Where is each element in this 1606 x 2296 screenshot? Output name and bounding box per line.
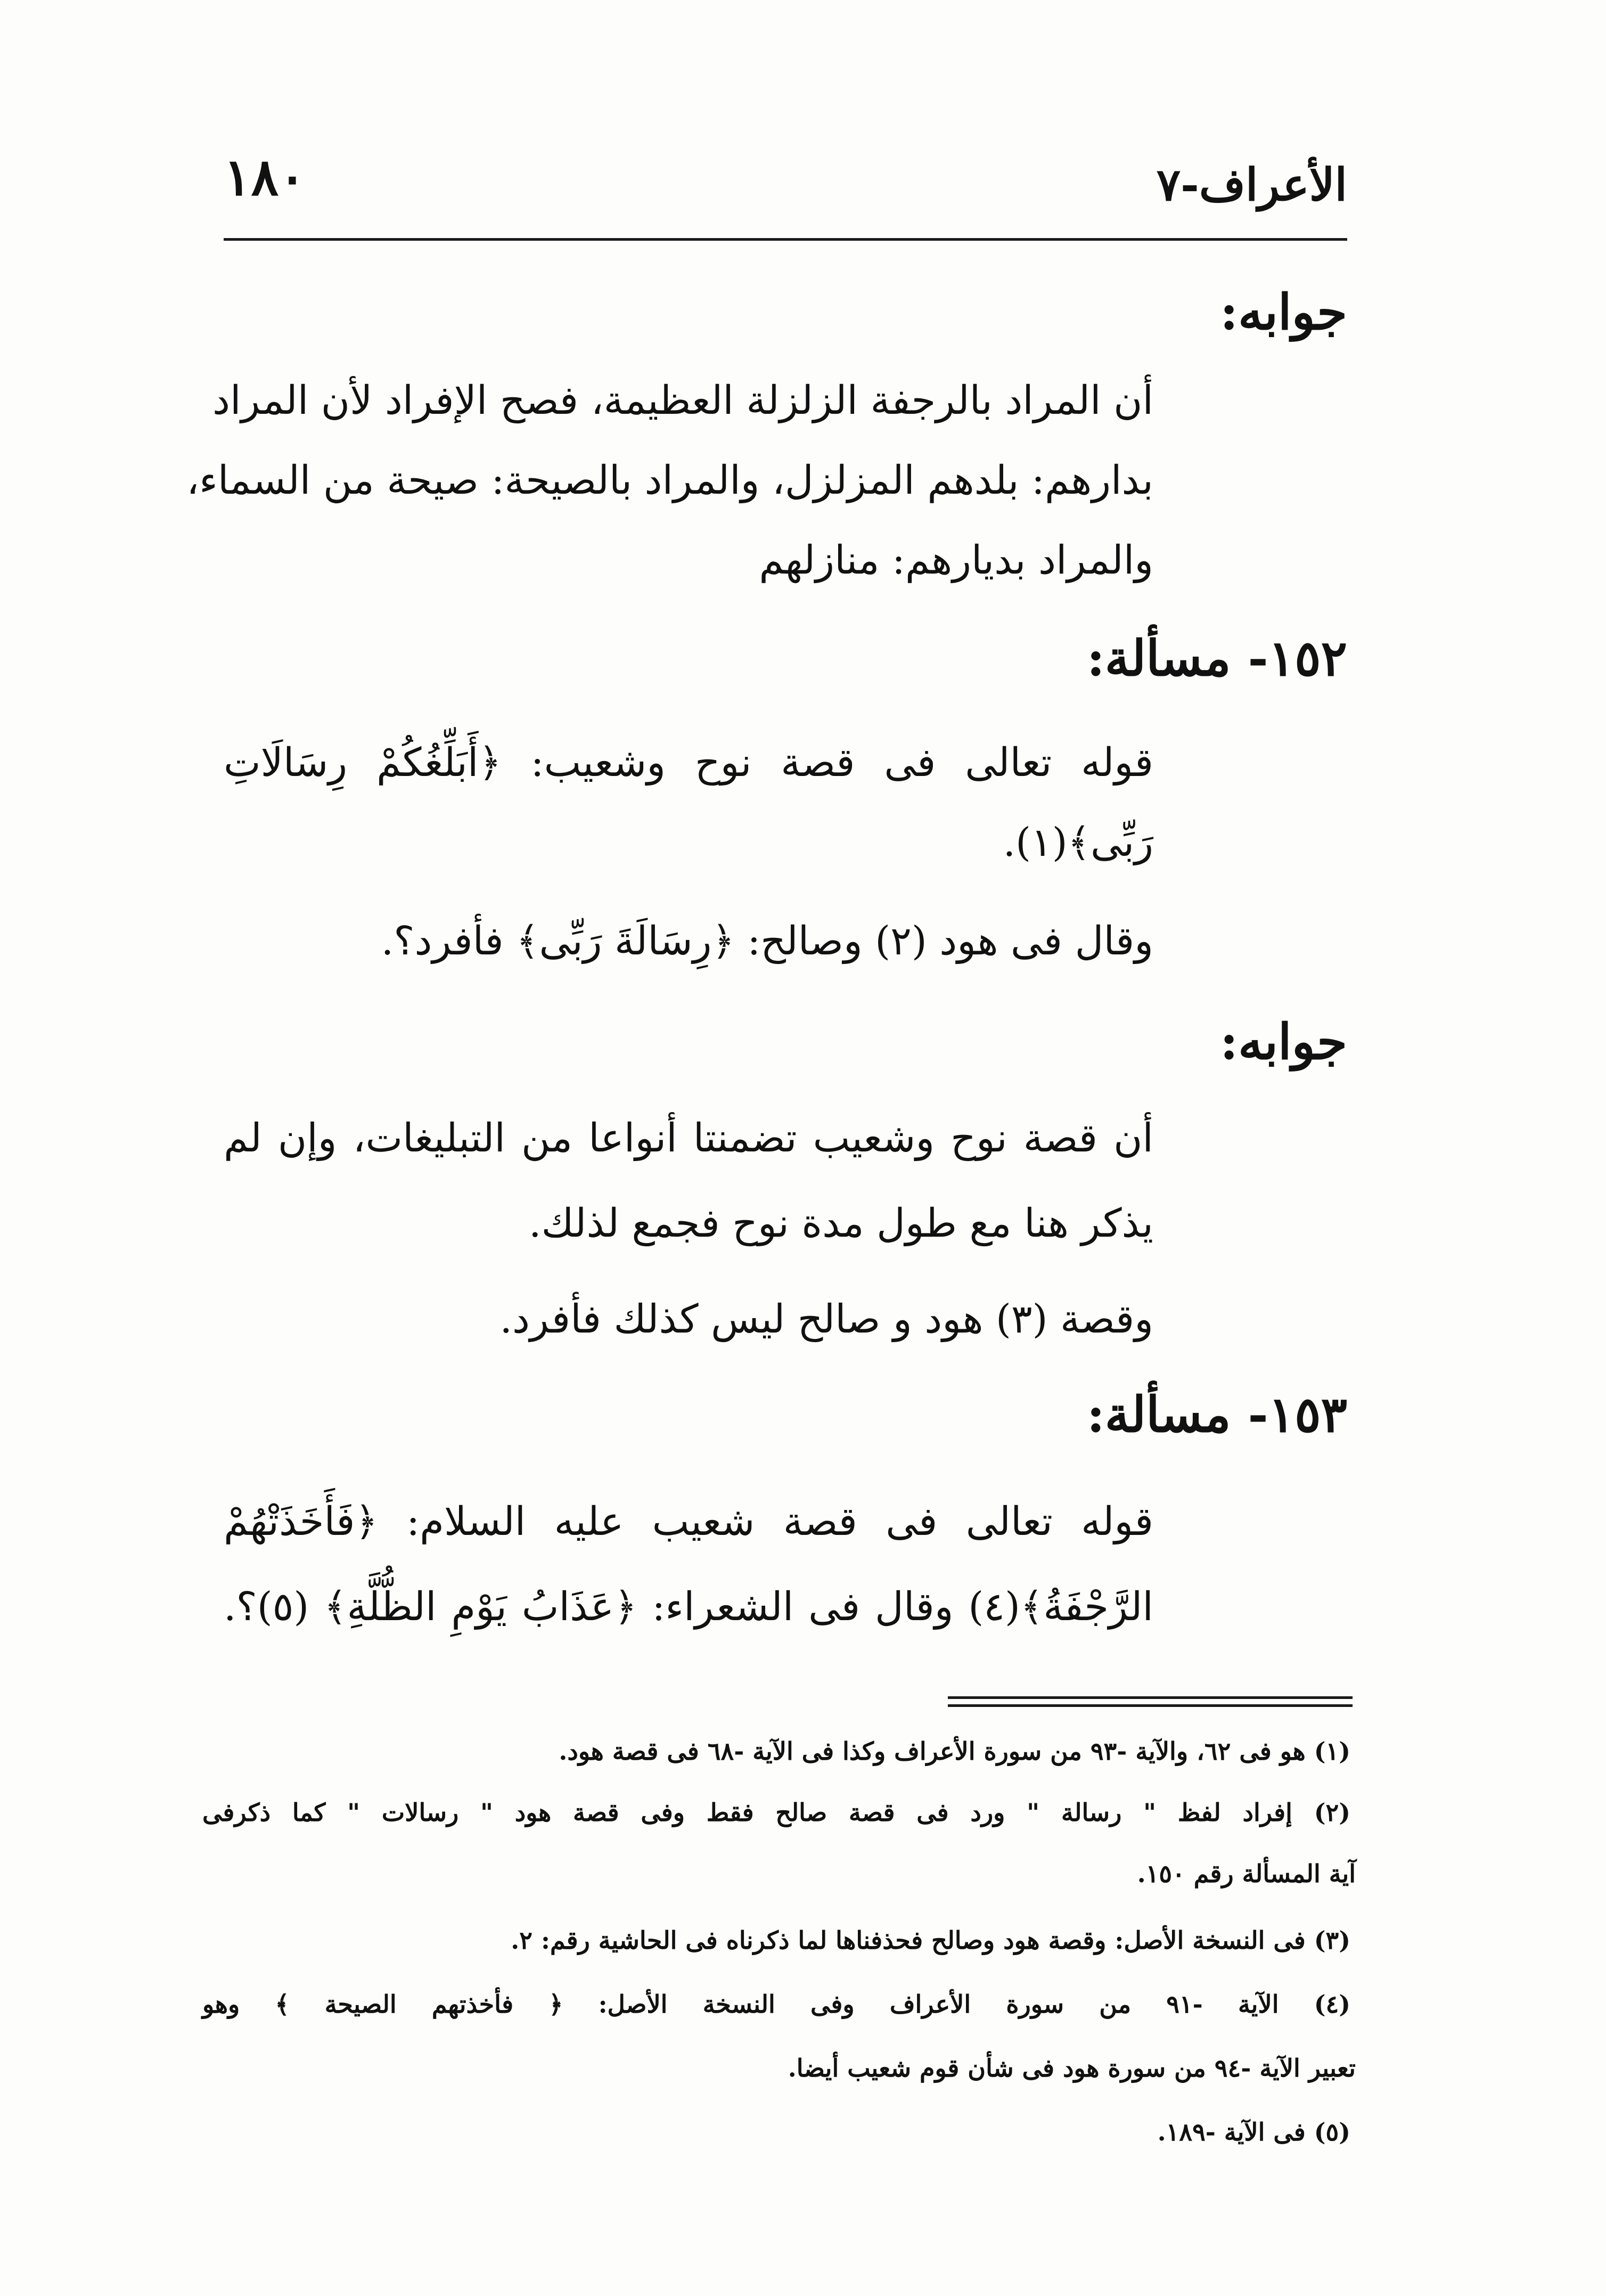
question-text-line: قوله تعالى فى قصة شعيب عليه السلام: ﴿فَأَخَذَتْهُمْ xyxy=(224,1499,1153,1545)
answer-text-line: يذكر هنا مع طول مدة نوح فجمع لذلك. xyxy=(529,1200,1153,1246)
page-number: ١٨٠ xyxy=(224,147,306,207)
footnote: (٣) فى النسخة الأصل: وقصة هود وصالح فحذفناها لما ذكرناه فى الحاشية رقم: ٢. xyxy=(511,1926,1350,1955)
answer-text-line: والمراد بديارهم: منازلهم xyxy=(759,537,1153,583)
question-text-line: رَبِّى﴾(١). xyxy=(1003,820,1153,865)
footnote-continuation: تعبير الآية -٩٤ من سورة هود فى شأن قوم شعيب أيضا. xyxy=(788,2054,1356,2082)
answer-text-line: وقصة (٣) هود و صالح ليس كذلك فأفرد. xyxy=(499,1296,1153,1342)
page-header xyxy=(224,146,1347,226)
running-head: الأعراف-٧ xyxy=(1156,158,1347,211)
footnote: (٤) الآية -٩١ من سورة الأعراف وفى النسخة الأصل: ﴿ فأخذتهم الصيحة ﴾ وهو xyxy=(202,1990,1350,2019)
answer-text-line: بدارهم: بلدهم المزلزل، والمراد بالصيحة: صيحة من السماء، xyxy=(186,457,1153,503)
answer-text-line: أن المراد بالرجفة الزلزلة العظيمة، فصح الإفراد لأن المراد xyxy=(212,378,1153,423)
answer-text-line: أن قصة نوح وشعيب تضمنتا أنواعا من التبليغات، وإن لم xyxy=(224,1115,1153,1161)
answer-heading: جوابه: xyxy=(1220,1013,1347,1071)
question-heading: ١٥٣- مسألة: xyxy=(1086,1386,1347,1443)
footnote: (٢) إفراد لفظ " رسالة " ورد فى قصة صالح فقط وفى قصة هود " رسالات " كما ذكرفى xyxy=(202,1798,1350,1827)
footnote-rule xyxy=(948,1704,1353,1707)
question-text-line: وقال فى هود (٢) وصالح: ﴿رِسَالَةَ رَبِّى﴾ فأفرد؟. xyxy=(381,918,1153,964)
footnote-continuation: آية المسألة رقم ١٥٠. xyxy=(1137,1859,1356,1888)
footnote: (١) هو فى ٦٢، والآية -٩٣ من سورة الأعراف وكذا فى الآية -٦٨ فى قصة هود. xyxy=(559,1737,1350,1766)
question-heading: ١٥٢- مسألة: xyxy=(1086,630,1347,687)
footnote: (٥) فى الآية -١٨٩. xyxy=(1157,2118,1350,2146)
footnote-rule xyxy=(948,1696,1353,1699)
question-text-line: الرَّجْفَةُ﴾(٤) وقال فى الشعراء: ﴿عَذَابُ يَوْمِ الظُّلَّةِ﴾ (٥)؟. xyxy=(224,1584,1153,1630)
answer-heading: جوابه: xyxy=(1220,283,1347,341)
header-rule xyxy=(224,238,1347,241)
question-text-line: قوله تعالى فى قصة نوح وشعيب: ﴿أَبَلِّغُكُمْ رِسَالَاتِ xyxy=(224,740,1153,786)
